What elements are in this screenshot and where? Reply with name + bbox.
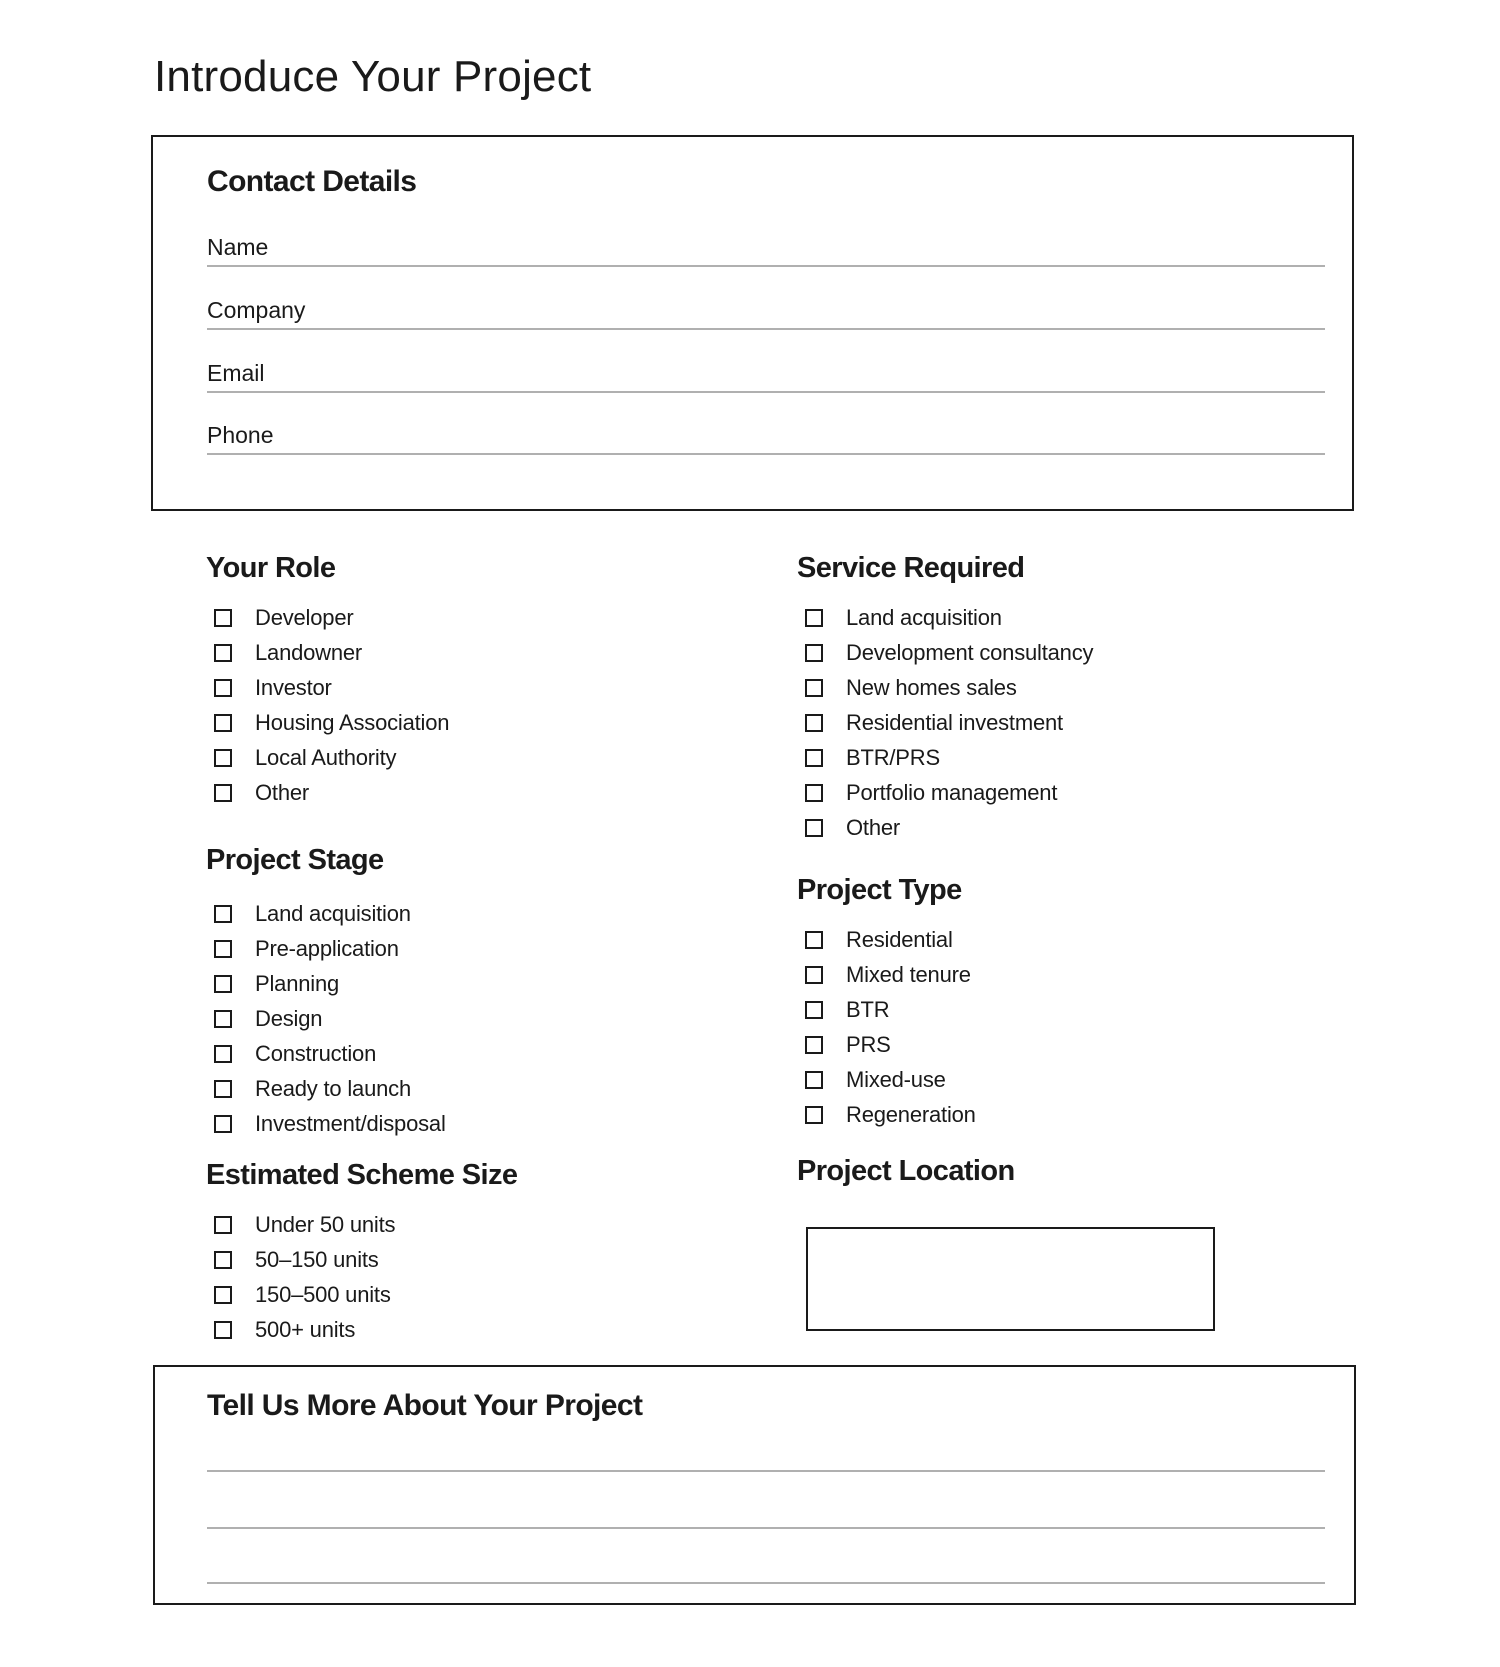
size-option-150-500[interactable]: [206, 1277, 395, 1312]
tell-us-more-box: [153, 1365, 1356, 1605]
option-label: Mixed tenure: [846, 961, 971, 987]
option-label: Residential investment: [846, 709, 1063, 735]
contact-details-box: [151, 135, 1354, 511]
size-option-500-plus[interactable]: [206, 1312, 395, 1347]
page-title: Introduce Your Project: [154, 52, 592, 101]
role-option-housing-association[interactable]: [206, 705, 449, 740]
stage-option-design[interactable]: [206, 1001, 446, 1036]
checkbox[interactable]: [214, 1045, 232, 1063]
checkbox[interactable]: [805, 966, 823, 984]
type-option-prs[interactable]: [797, 1027, 976, 1062]
option-label: Portfolio management: [846, 779, 1058, 805]
your-role-options: [206, 600, 449, 810]
checkbox[interactable]: [214, 1286, 232, 1304]
service-option-portfolio-management[interactable]: [797, 775, 1093, 810]
checkbox[interactable]: [805, 931, 823, 949]
project-stage-heading: Project Stage: [206, 844, 384, 876]
contact-details-heading: Contact Details: [207, 165, 417, 198]
option-label: Under 50 units: [255, 1211, 396, 1237]
option-label: New homes sales: [846, 674, 1017, 700]
checkbox[interactable]: [805, 714, 823, 732]
checkbox[interactable]: [805, 1001, 823, 1019]
option-label: Construction: [255, 1040, 377, 1066]
option-label: PRS: [846, 1031, 891, 1057]
writing-line[interactable]: [207, 1527, 1325, 1529]
option-label: BTR: [846, 996, 890, 1022]
project-type-options: [797, 922, 976, 1132]
checkbox[interactable]: [214, 1321, 232, 1339]
option-label: Other: [846, 814, 901, 840]
service-option-other[interactable]: [797, 810, 1093, 845]
option-label: 500+ units: [255, 1316, 356, 1342]
email-field[interactable]: [207, 335, 1325, 393]
company-field-label: Company: [207, 297, 306, 323]
tell-us-more-heading: Tell Us More About Your Project: [207, 1389, 643, 1422]
option-label: Development consultancy: [846, 639, 1094, 665]
role-option-investor[interactable]: [206, 670, 449, 705]
checkbox[interactable]: [214, 784, 232, 802]
your-role-heading: Your Role: [206, 552, 336, 584]
project-stage-options: [206, 896, 446, 1141]
option-label: Housing Association: [255, 709, 450, 735]
role-option-developer[interactable]: [206, 600, 449, 635]
option-label: Pre-application: [255, 935, 399, 961]
type-option-regeneration[interactable]: [797, 1097, 976, 1132]
project-location-heading: Project Location: [797, 1155, 1015, 1187]
project-location-input[interactable]: [806, 1227, 1215, 1331]
service-option-land-acquisition[interactable]: [797, 600, 1093, 635]
service-required-heading: Service Required: [797, 552, 1025, 584]
option-label: Planning: [255, 970, 340, 996]
writing-line[interactable]: [207, 1470, 1325, 1472]
email-field-label: Email: [207, 360, 265, 386]
checkbox[interactable]: [805, 644, 823, 662]
type-option-residential[interactable]: [797, 922, 976, 957]
stage-option-construction[interactable]: [206, 1036, 446, 1071]
option-label: Mixed-use: [846, 1066, 946, 1092]
option-label: Investment/disposal: [255, 1110, 446, 1136]
name-field[interactable]: [207, 209, 1325, 267]
checkbox[interactable]: [805, 609, 823, 627]
scheme-size-options: [206, 1207, 395, 1347]
checkbox[interactable]: [214, 1216, 232, 1234]
service-required-options: [797, 600, 1093, 845]
option-label: Investor: [255, 674, 332, 700]
size-option-50-150[interactable]: [206, 1242, 395, 1277]
company-field[interactable]: [207, 272, 1325, 330]
service-option-residential-investment[interactable]: [797, 705, 1093, 740]
name-field-label: Name: [207, 234, 269, 260]
checkbox[interactable]: [805, 1106, 823, 1124]
checkbox[interactable]: [214, 644, 232, 662]
stage-option-investment-disposal[interactable]: [206, 1106, 446, 1141]
checkbox[interactable]: [214, 975, 232, 993]
checkbox[interactable]: [214, 1010, 232, 1028]
service-option-btr-prs[interactable]: [797, 740, 1093, 775]
checkbox[interactable]: [214, 940, 232, 958]
phone-field-label: Phone: [207, 422, 274, 448]
stage-option-planning[interactable]: [206, 966, 446, 1001]
option-label: BTR/PRS: [846, 744, 940, 770]
checkbox[interactable]: [214, 714, 232, 732]
role-option-other[interactable]: [206, 775, 449, 810]
scheme-size-heading: Estimated Scheme Size: [206, 1159, 518, 1191]
project-type-heading: Project Type: [797, 874, 962, 906]
stage-option-land-acquisition[interactable]: [206, 896, 446, 931]
option-label: Residential: [846, 926, 953, 952]
checkbox[interactable]: [805, 1071, 823, 1089]
option-label: 50–150 units: [255, 1246, 379, 1272]
checkbox[interactable]: [214, 749, 232, 767]
option-label: Ready to launch: [255, 1075, 411, 1101]
option-label: Local Authority: [255, 744, 397, 770]
checkbox[interactable]: [214, 1115, 232, 1133]
checkbox[interactable]: [805, 679, 823, 697]
checkbox[interactable]: [805, 784, 823, 802]
checkbox[interactable]: [805, 819, 823, 837]
service-option-development-consultancy[interactable]: [797, 635, 1093, 670]
role-option-landowner[interactable]: [206, 635, 449, 670]
option-label: Other: [255, 779, 310, 805]
option-label: 150–500 units: [255, 1281, 391, 1307]
service-option-new-homes-sales[interactable]: [797, 670, 1093, 705]
option-label: Land acquisition: [255, 900, 411, 926]
stage-option-pre-application[interactable]: [206, 931, 446, 966]
option-label: Land acquisition: [846, 604, 1002, 630]
option-label: Landowner: [255, 639, 363, 665]
checkbox[interactable]: [805, 1036, 823, 1054]
checkbox[interactable]: [214, 679, 232, 697]
checkbox[interactable]: [805, 749, 823, 767]
checkbox[interactable]: [214, 1080, 232, 1098]
size-option-under-50[interactable]: [206, 1207, 395, 1242]
checkbox[interactable]: [214, 905, 232, 923]
type-option-mixed-use[interactable]: [797, 1062, 976, 1097]
option-label: Regeneration: [846, 1101, 976, 1127]
option-label: Developer: [255, 604, 354, 630]
role-option-local-authority[interactable]: [206, 740, 449, 775]
option-label: Design: [255, 1005, 323, 1031]
checkbox[interactable]: [214, 609, 232, 627]
type-option-btr[interactable]: [797, 992, 976, 1027]
phone-field[interactable]: [207, 397, 1325, 455]
stage-option-ready-to-launch[interactable]: [206, 1071, 446, 1106]
type-option-mixed-tenure[interactable]: [797, 957, 976, 992]
checkbox[interactable]: [214, 1251, 232, 1269]
writing-line[interactable]: [207, 1582, 1325, 1584]
